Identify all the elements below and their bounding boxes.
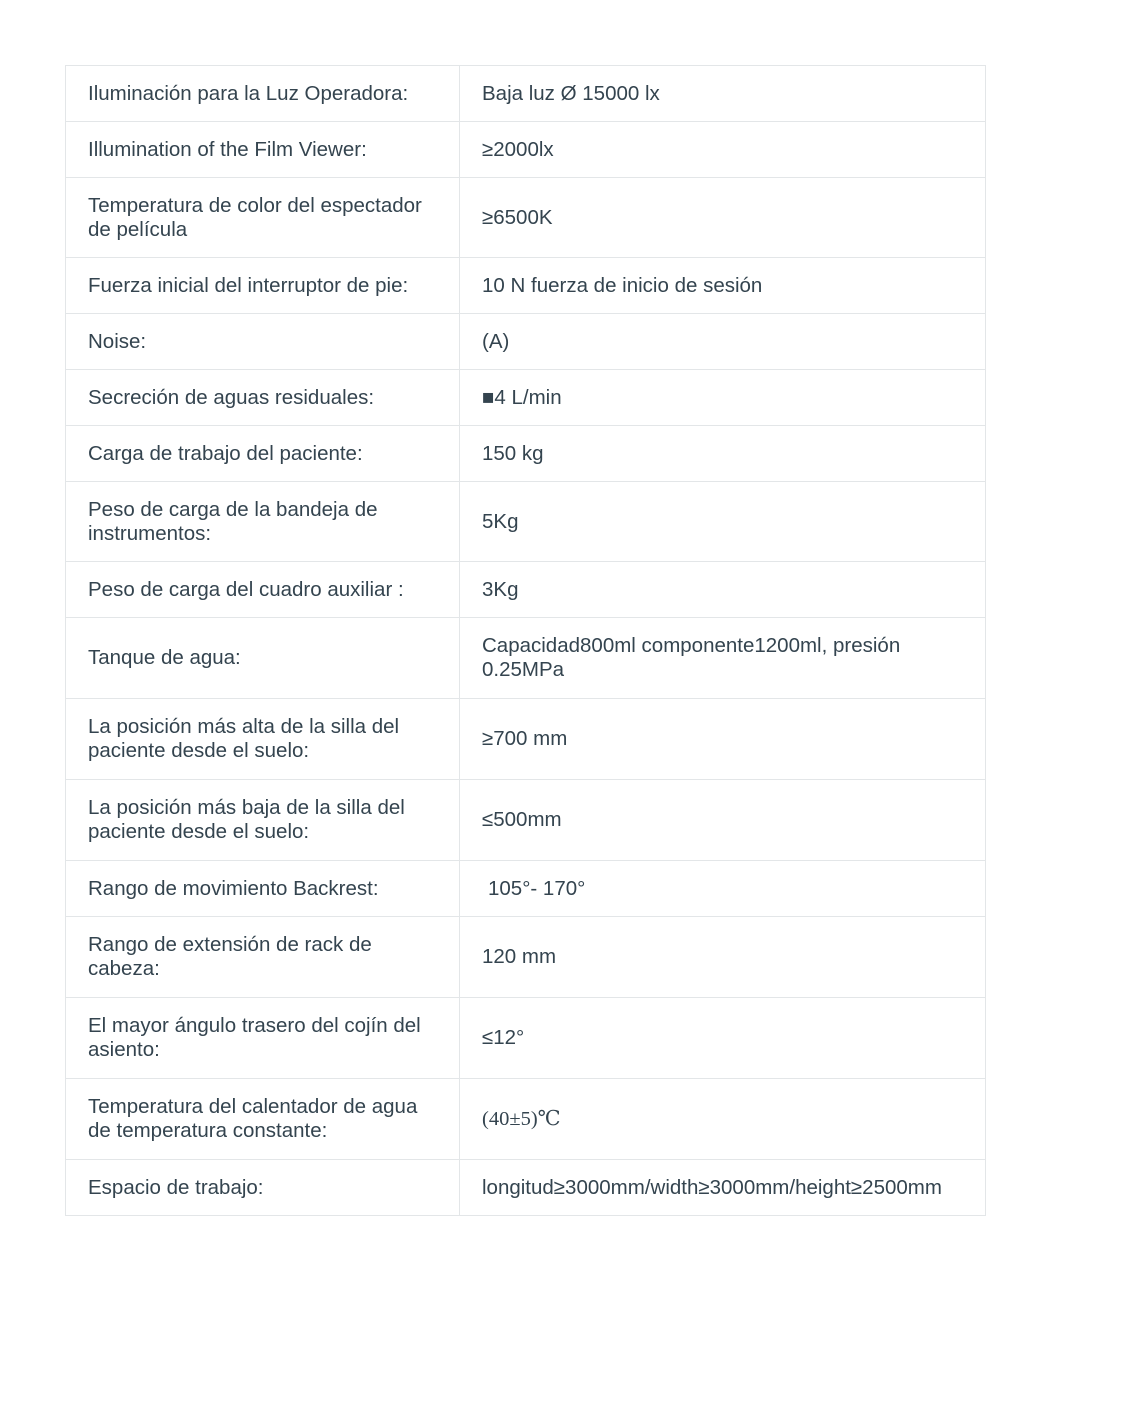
spec-value: ■4 L/min xyxy=(460,370,986,426)
spec-value: ≥6500K xyxy=(460,178,986,258)
spec-value: 10 N fuerza de inicio de sesión xyxy=(460,258,986,314)
specifications-table xyxy=(65,65,986,1216)
spec-value: 120 mm xyxy=(460,917,986,998)
table-row xyxy=(66,66,986,122)
spec-label: La posición más baja de la silla del paciente desde el suelo: xyxy=(66,780,460,861)
spec-label: Fuerza inicial del interruptor de pie: xyxy=(66,258,460,314)
spec-value: Capacidad800ml componente1200ml, presión 0.25MPa xyxy=(460,618,986,699)
spec-value: Baja luz Ø 15000 lx xyxy=(460,66,986,122)
spec-value: 105°- 170° xyxy=(460,861,986,917)
table-row xyxy=(66,314,986,370)
spec-label: Rango de movimiento Backrest: xyxy=(66,861,460,917)
spec-value: ≥2000lx xyxy=(460,122,986,178)
spec-label: El mayor ángulo trasero del cojín del asiento: xyxy=(66,998,460,1079)
spec-label: Noise: xyxy=(66,314,460,370)
spec-label: Carga de trabajo del paciente: xyxy=(66,426,460,482)
table-row xyxy=(66,178,986,258)
spec-label: Rango de extensión de rack de cabeza: xyxy=(66,917,460,998)
table-row xyxy=(66,482,986,562)
spec-label: Peso de carga del cuadro auxiliar : xyxy=(66,562,460,618)
spec-label: La posición más alta de la silla del paciente desde el suelo: xyxy=(66,699,460,780)
table-row xyxy=(66,426,986,482)
table-row xyxy=(66,699,986,780)
spec-label: Espacio de trabajo: xyxy=(66,1160,460,1216)
table-row xyxy=(66,562,986,618)
spec-label: Iluminación para la Luz Operadora: xyxy=(66,66,460,122)
table-row xyxy=(66,1160,986,1216)
table-row xyxy=(66,1079,986,1160)
spec-value: ≤12° xyxy=(460,998,986,1079)
spec-label: Temperatura de color del espectador de película xyxy=(66,178,460,258)
spec-value: 5Kg xyxy=(460,482,986,562)
spec-label: Secreción de aguas residuales: xyxy=(66,370,460,426)
spec-value: ≤500mm xyxy=(460,780,986,861)
table-row xyxy=(66,258,986,314)
spec-label: Peso de carga de la bandeja de instrumentos: xyxy=(66,482,460,562)
table-row xyxy=(66,370,986,426)
spec-label: Temperatura del calentador de agua de temperatura constante: xyxy=(66,1079,460,1160)
spec-value: longitud≥3000mm/width≥3000mm/height≥2500mm xyxy=(460,1160,986,1216)
spec-label: Illumination of the Film Viewer: xyxy=(66,122,460,178)
spec-value: (A) xyxy=(460,314,986,370)
table-row xyxy=(66,998,986,1079)
spec-label: Tanque de agua: xyxy=(66,618,460,699)
table-row xyxy=(66,917,986,998)
table-row xyxy=(66,122,986,178)
table-row xyxy=(66,861,986,917)
spec-value: 3Kg xyxy=(460,562,986,618)
table-row xyxy=(66,618,986,699)
spec-value: ≥700 mm xyxy=(460,699,986,780)
spec-value: (40±5)℃ xyxy=(460,1079,986,1160)
spec-value: 150 kg xyxy=(460,426,986,482)
table-row xyxy=(66,780,986,861)
